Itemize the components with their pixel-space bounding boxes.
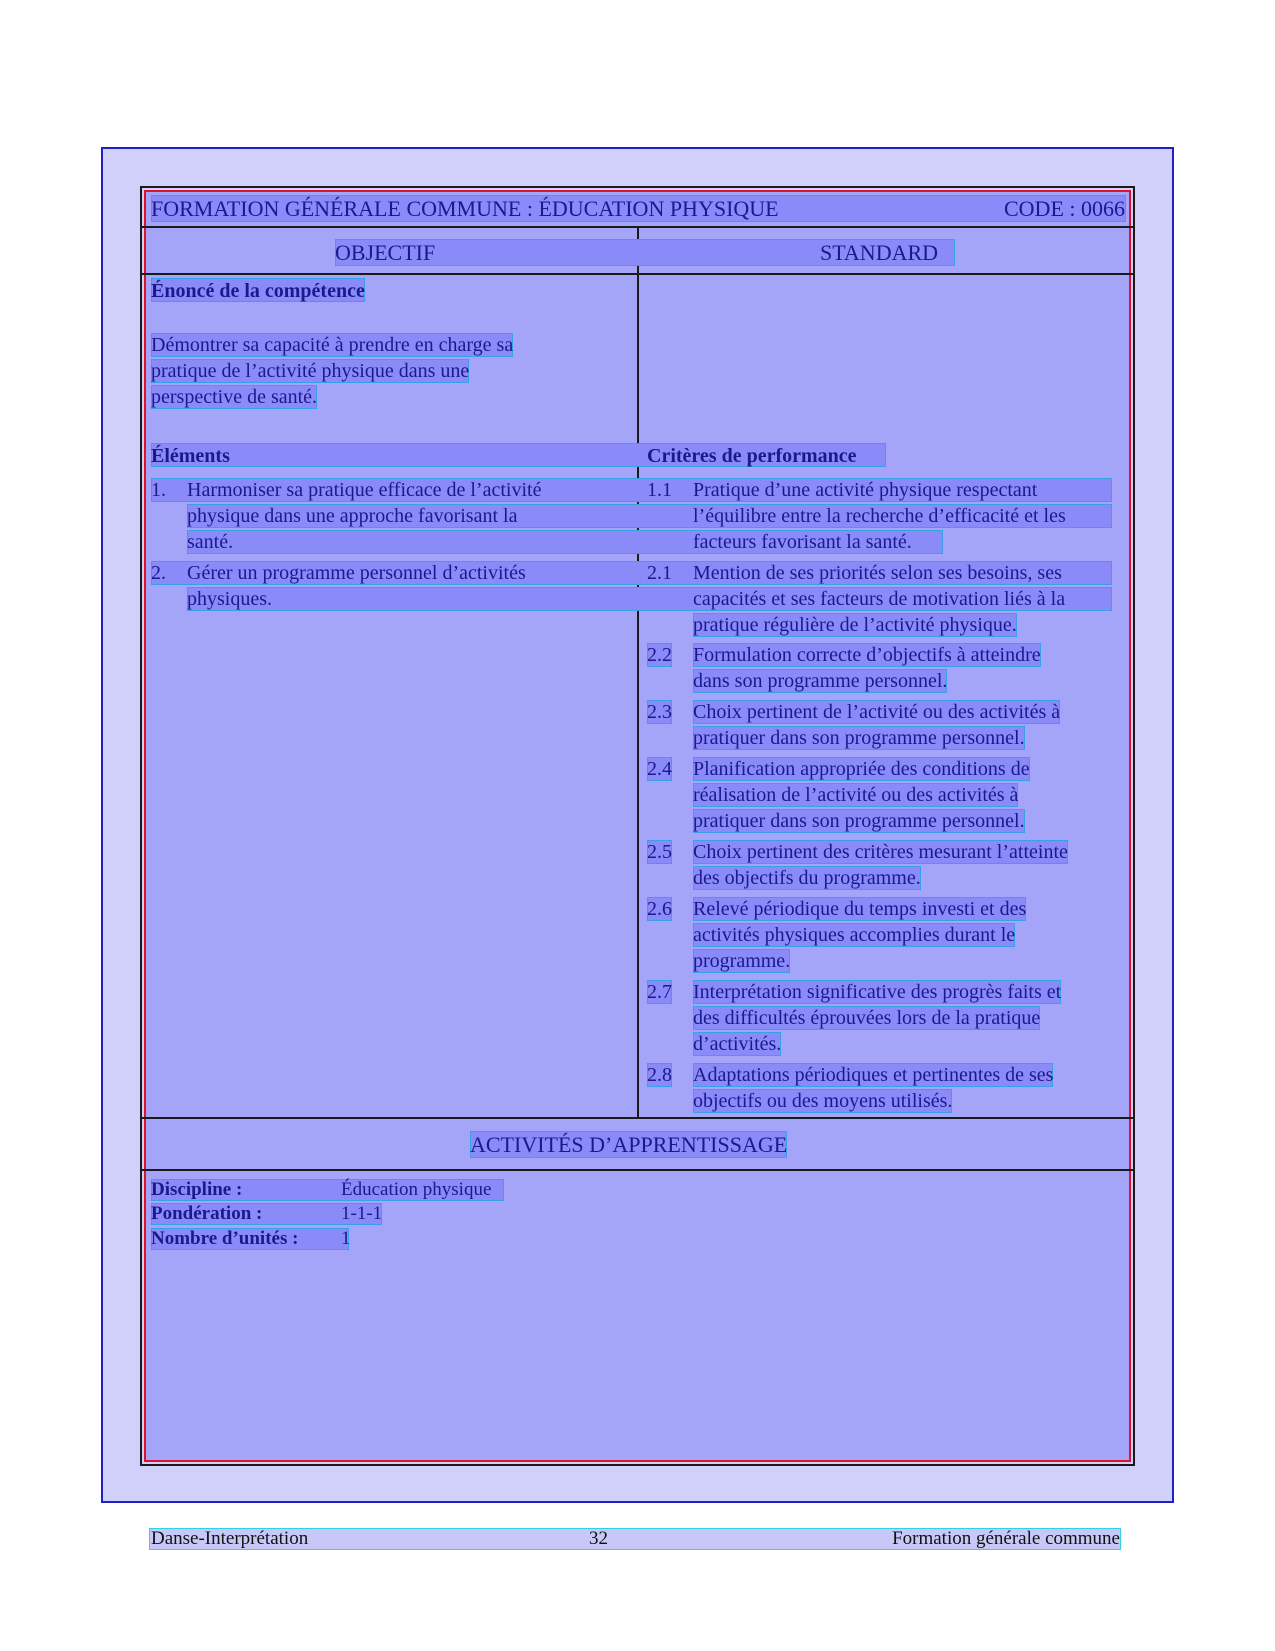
elements-heading: Éléments (151, 445, 230, 467)
ponderation-value: 1-1-1 (341, 1203, 383, 1224)
critere-line: Adaptations périodiques et pertinentes de ses (693, 1064, 1054, 1086)
discipline-value: Éducation physique (341, 1179, 492, 1200)
ponderation-label: Pondération : (151, 1203, 263, 1224)
divider-activities-top (142, 1117, 1133, 1119)
unites-label: Nombre d’unités : (151, 1228, 299, 1249)
competence-line: pratique de l’activité physique dans une (151, 360, 470, 382)
critere-number: 2.7 (647, 981, 672, 1003)
element-number: 2. (151, 562, 166, 584)
critere-number: 2.5 (647, 841, 672, 863)
critere-number: 2.8 (647, 1064, 672, 1086)
critere-line: Choix pertinent de l’activité ou des activités à (693, 701, 1061, 723)
critere-line: pratique régulière de l’activité physique. (693, 614, 1017, 636)
footer-left: Danse-Interprétation (151, 1528, 309, 1549)
critere-line: réalisation de l’activité ou des activités à (693, 784, 1019, 806)
critere-line: Choix pertinent des critères mesurant l’atteinte (693, 841, 1068, 863)
critere-line: Mention de ses priorités selon ses besoins, ses (693, 562, 1062, 584)
critere-line: Pratique d’une activité physique respectant (693, 479, 1038, 501)
critere-line: dans son programme personnel. (693, 670, 948, 692)
critere-number: 1.1 (647, 479, 672, 501)
unites-value: 1 (341, 1228, 351, 1249)
critere-line: des objectifs du programme. (693, 867, 921, 889)
critere-line: Relevé périodique du temps investi et des (693, 898, 1027, 920)
page-number: 32 (589, 1528, 608, 1549)
critere-line: Formulation correcte d’objectifs à atteindre (693, 644, 1041, 666)
column-divider (637, 228, 639, 1117)
critere-number: 2.4 (647, 758, 672, 780)
footer-right: Formation générale commune (892, 1528, 1120, 1549)
column-objectif: OBJECTIF (335, 240, 436, 265)
critere-line: Interprétation significative des progrès faits et (693, 981, 1062, 1003)
element-line: Harmoniser sa pratique efficace de l’activité (187, 479, 542, 501)
element-line: physiques. (187, 588, 272, 610)
critere-line: des difficultés éprouvées lors de la pratique (693, 1007, 1041, 1029)
document-title: FORMATION GÉNÉRALE COMMUNE : ÉDUCATION PHYSIQUE (151, 196, 779, 221)
discipline-label: Discipline : (151, 1179, 243, 1200)
divider-activities-bottom (142, 1169, 1133, 1171)
critere-line: d’activités. (693, 1033, 782, 1055)
critere-line: programme. (693, 950, 791, 972)
critere-number: 2.6 (647, 898, 672, 920)
critere-number: 2.1 (647, 562, 672, 584)
element-line: Gérer un programme personnel d’activités (187, 562, 526, 584)
critere-line: pratiquer dans son programme personnel. (693, 810, 1025, 832)
competence-heading: Énoncé de la compétence (151, 280, 365, 302)
critere-line: capacités et ses facteurs de motivation liés à la (693, 588, 1066, 610)
criteres-heading: Critères de performance (647, 445, 857, 467)
element-line: physique dans une approche favorisant la (187, 505, 518, 527)
element-number: 1. (151, 479, 166, 501)
critere-number: 2.2 (647, 644, 672, 666)
column-standard: STANDARD (820, 240, 939, 265)
course-code: CODE : 0066 (1004, 196, 1125, 221)
activities-heading: ACTIVITÉS D’APPRENTISSAGE (470, 1132, 788, 1157)
critere-line: objectifs ou des moyens utilisés. (693, 1090, 953, 1112)
competence-line: Démontrer sa capacité à prendre en charge sa (151, 334, 514, 356)
critere-line: facteurs favorisant la santé. (693, 531, 912, 553)
competence-line: perspective de santé. (151, 386, 318, 408)
critere-line: activités physiques accomplies durant le (693, 924, 1016, 946)
critere-number: 2.3 (647, 701, 672, 723)
critere-line: Planification appropriée des conditions de (693, 758, 1030, 780)
critere-line: pratiquer dans son programme personnel. (693, 727, 1025, 749)
element-line: santé. (187, 531, 234, 553)
critere-line: l’équilibre entre la recherche d’efficacité et les (693, 505, 1066, 527)
